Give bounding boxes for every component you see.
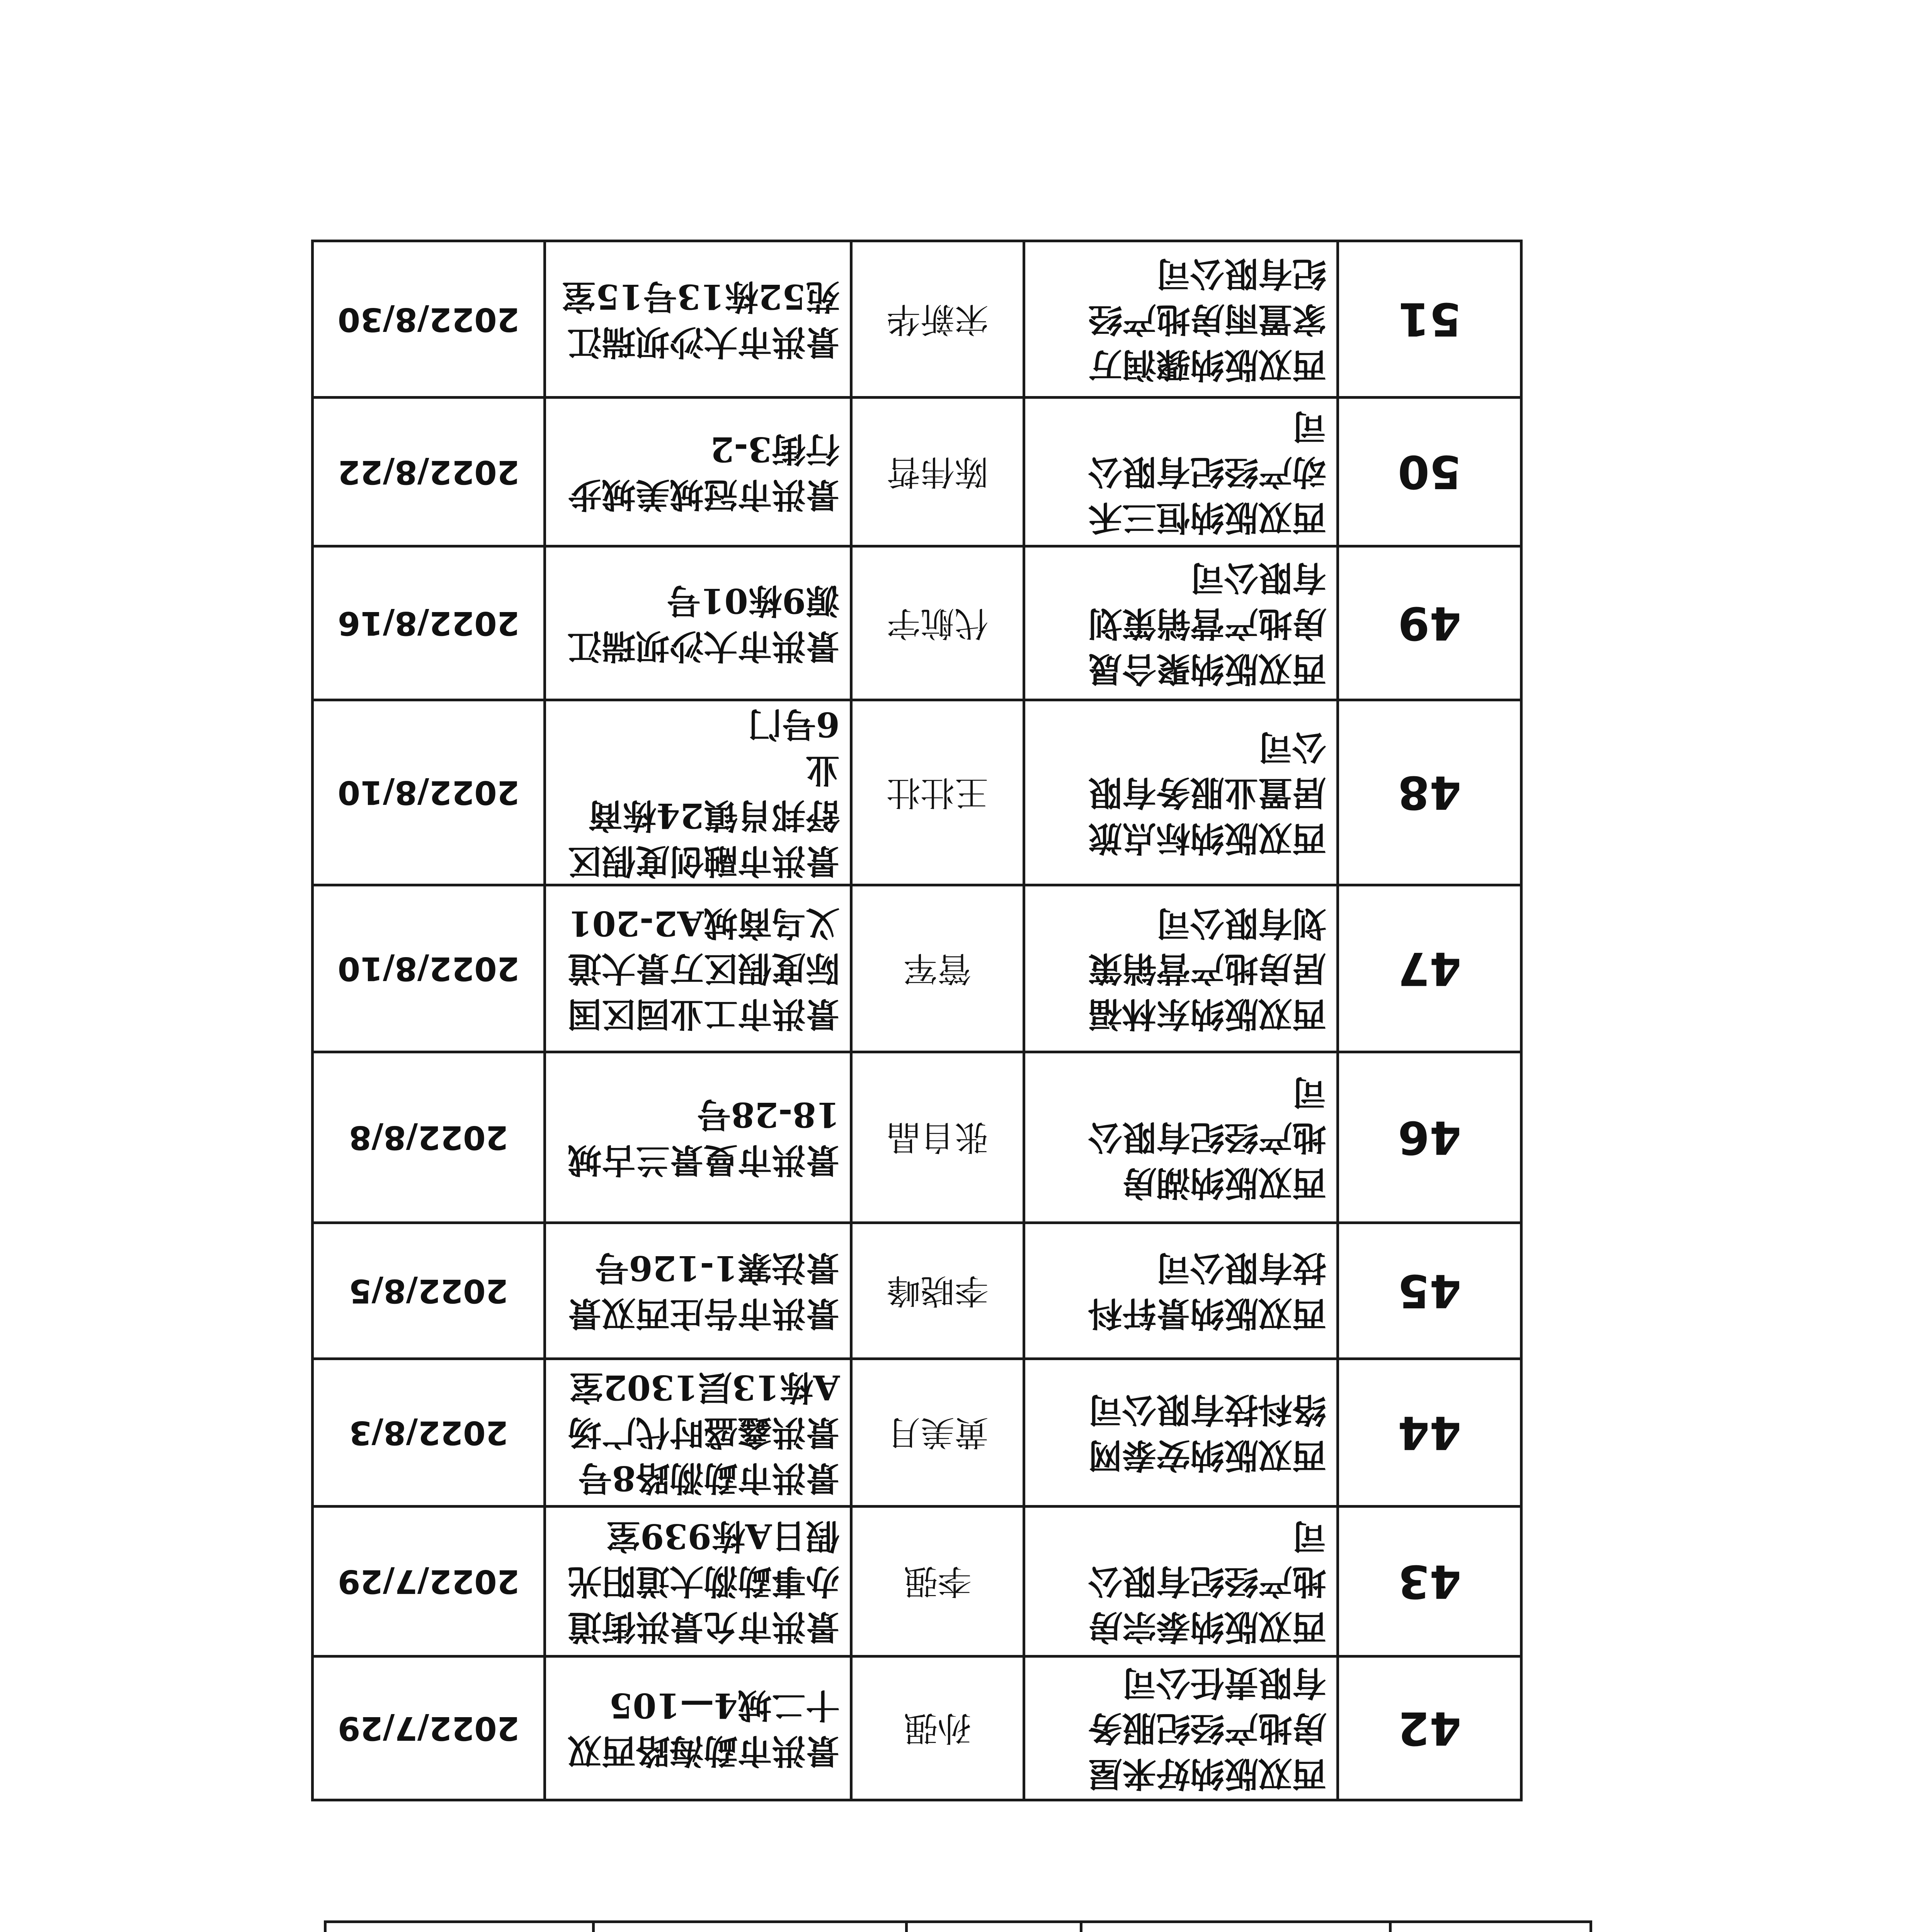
date: 2022/8/22 [337, 453, 520, 491]
table-row [313, 546, 1521, 700]
address: 景洪市工业园区国 际度假区万景大道 义乌商城A2-201 [567, 903, 840, 1035]
row-number: 45 [1397, 1264, 1462, 1318]
person-name: 代航宇 [887, 603, 989, 643]
address-cell [545, 885, 851, 1052]
row-number-cell [1338, 1223, 1521, 1359]
company-name-cell [1024, 1223, 1338, 1359]
person-name: 孙强 [904, 1708, 972, 1748]
address: 景洪市勐海路西双 十二城4—105 [567, 1685, 840, 1772]
address-cell [545, 241, 851, 398]
row-number-cell [1338, 398, 1521, 546]
person-name-cell [851, 885, 1024, 1052]
date-cell [313, 1656, 545, 1800]
row-number: 47 [1397, 942, 1462, 995]
person-name-cell [851, 1656, 1024, 1800]
person-name: 李强 [904, 1561, 972, 1602]
table-row [313, 700, 1521, 885]
row-number: 46 [1397, 1111, 1462, 1164]
company-name: 西双版纳骤润万 家置雨房地产经 纪有限公司 [1088, 254, 1326, 386]
company-name-cell [1024, 1359, 1338, 1507]
person-name-cell [907, 1922, 1081, 1932]
date: 2022/8/3 [349, 1413, 509, 1452]
date-cell [313, 1507, 545, 1656]
person-name-cell [851, 1507, 1024, 1656]
address-cell [545, 1359, 851, 1507]
person-name: 王壮壮 [887, 773, 989, 813]
date-cell [313, 1052, 545, 1223]
table-row [313, 1223, 1521, 1359]
row-number-cell [1338, 546, 1521, 700]
lower-table-body [325, 1922, 1591, 1932]
person-name: 管军 [904, 949, 972, 989]
date: 2022/8/8 [349, 1118, 509, 1156]
address: 景洪市告庄西双景 景法寨1-126号 [567, 1248, 840, 1334]
date: 2022/8/10 [337, 774, 520, 812]
date-cell [313, 885, 545, 1052]
company-name-cell [1024, 1052, 1338, 1223]
address: 景洪市大沙坝瑞江 源9栋01号 [567, 580, 840, 667]
person-name: 陈伟哲 [887, 452, 989, 492]
company-name: 西双版纳湖房 地产经纪有限公 司 [1088, 1072, 1326, 1204]
row-number-cell [1338, 1656, 1521, 1800]
row-number-cell [1338, 885, 1521, 1052]
person-name: 黄美月 [887, 1413, 989, 1453]
person-name-cell [851, 1223, 1024, 1359]
person-name-cell [851, 1359, 1024, 1507]
person-name-cell [851, 1052, 1024, 1223]
person-name: 张自晶 [887, 1117, 989, 1158]
table-row [325, 1922, 1591, 1932]
company-name: 西双版纳好来屋 房地产经纪服务 有限责任公司 [1088, 1663, 1326, 1794]
person-name-cell [851, 546, 1024, 700]
person-name-cell [851, 398, 1024, 546]
company-name-cell [1024, 241, 1338, 398]
company-name: 西双版纳聚合晟 房地产营销策划 有限公司 [1088, 558, 1326, 689]
address-cell [545, 546, 851, 700]
address-cell [545, 1507, 851, 1656]
upper-table-body [313, 241, 1521, 1800]
company-name-cell [1024, 1507, 1338, 1656]
table-row [313, 1507, 1521, 1656]
date-cell [313, 700, 545, 885]
person-name-cell [851, 241, 1024, 398]
table-row [313, 398, 1521, 546]
address-cell [545, 700, 851, 885]
table-row [313, 1656, 1521, 1800]
company-name-cell [1024, 885, 1338, 1052]
address-cell [545, 1052, 851, 1223]
row-number: 42 [1397, 1701, 1462, 1755]
company-name: 西双版纳标点旅 居置业服务有限 公司 [1088, 727, 1326, 859]
company-name: 西双版纳景轩科 技有限公司 [1088, 1248, 1326, 1334]
row-number-cell [1338, 1359, 1521, 1507]
row-number: 50 [1397, 445, 1462, 499]
lower-table [324, 1920, 1592, 1932]
date-cell [325, 1922, 594, 1932]
row-number: 44 [1397, 1406, 1462, 1459]
address-cell [594, 1922, 907, 1932]
person-name: 李晓峰 [887, 1271, 989, 1311]
date: 2022/8/30 [337, 300, 520, 338]
company-name: 西双版纳东林福 居房地产营销策 划有限公司 [1088, 903, 1326, 1035]
company-name-cell [1024, 1656, 1338, 1800]
company-name: 西双版纳恒三禾 动产经纪有限公 司 [1088, 406, 1326, 538]
row-number-cell [1338, 1052, 1521, 1223]
address: 景洪市勐泐路8号 景洪鑫盛时代广场 A栋13层1302室 [567, 1367, 840, 1499]
date: 2022/8/16 [337, 604, 520, 643]
company-name: 西双版纳安泰网 络科技有限公司 [1088, 1390, 1326, 1476]
address-cell [545, 1223, 851, 1359]
table-row [313, 885, 1521, 1052]
table-row [313, 1052, 1521, 1223]
date-cell [313, 241, 545, 398]
company-name-cell [1081, 1922, 1390, 1932]
date: 2022/7/29 [337, 1562, 520, 1600]
row-number: 51 [1397, 293, 1462, 346]
date-cell [313, 1359, 545, 1507]
address: 景洪市融创度假区 舒邦肖镇24栋商业 6号门 [567, 704, 840, 881]
address: 景洪市冠城美城步 行街3-2 [567, 429, 840, 515]
person-name-cell [851, 700, 1024, 885]
address-cell [545, 1656, 851, 1800]
address: 景洪市大沙坝瑞江 苑52栋13号15室 [562, 277, 840, 363]
row-number: 48 [1397, 766, 1462, 820]
person-name: 宋新华 [887, 299, 989, 340]
company-name: 西双版纳泰宗房 地产经纪有限公 司 [1088, 1516, 1326, 1648]
table-row [313, 241, 1521, 398]
company-name-cell [1024, 546, 1338, 700]
date-cell [313, 1223, 545, 1359]
row-number-cell [1338, 1507, 1521, 1656]
row-number-cell [1338, 241, 1521, 398]
address-cell [545, 398, 851, 546]
row-number-cell [1390, 1922, 1591, 1932]
row-number-cell [1338, 700, 1521, 885]
company-name-cell [1024, 700, 1338, 885]
date-cell [313, 546, 545, 700]
row-number: 49 [1397, 596, 1462, 650]
address: 景洪市允景洪街道 办事勐泐大道阳光 假日A栋939室 [567, 1516, 840, 1648]
row-number: 43 [1397, 1554, 1462, 1608]
date: 2022/8/10 [337, 949, 520, 988]
address: 景洪市曼景兰古城 18-28号 [567, 1095, 840, 1181]
table-row [313, 1359, 1521, 1507]
date: 2022/7/29 [337, 1709, 520, 1747]
date-cell [313, 398, 545, 546]
company-name-cell [1024, 398, 1338, 546]
upper-table [311, 240, 1523, 1801]
date: 2022/8/5 [349, 1272, 509, 1310]
